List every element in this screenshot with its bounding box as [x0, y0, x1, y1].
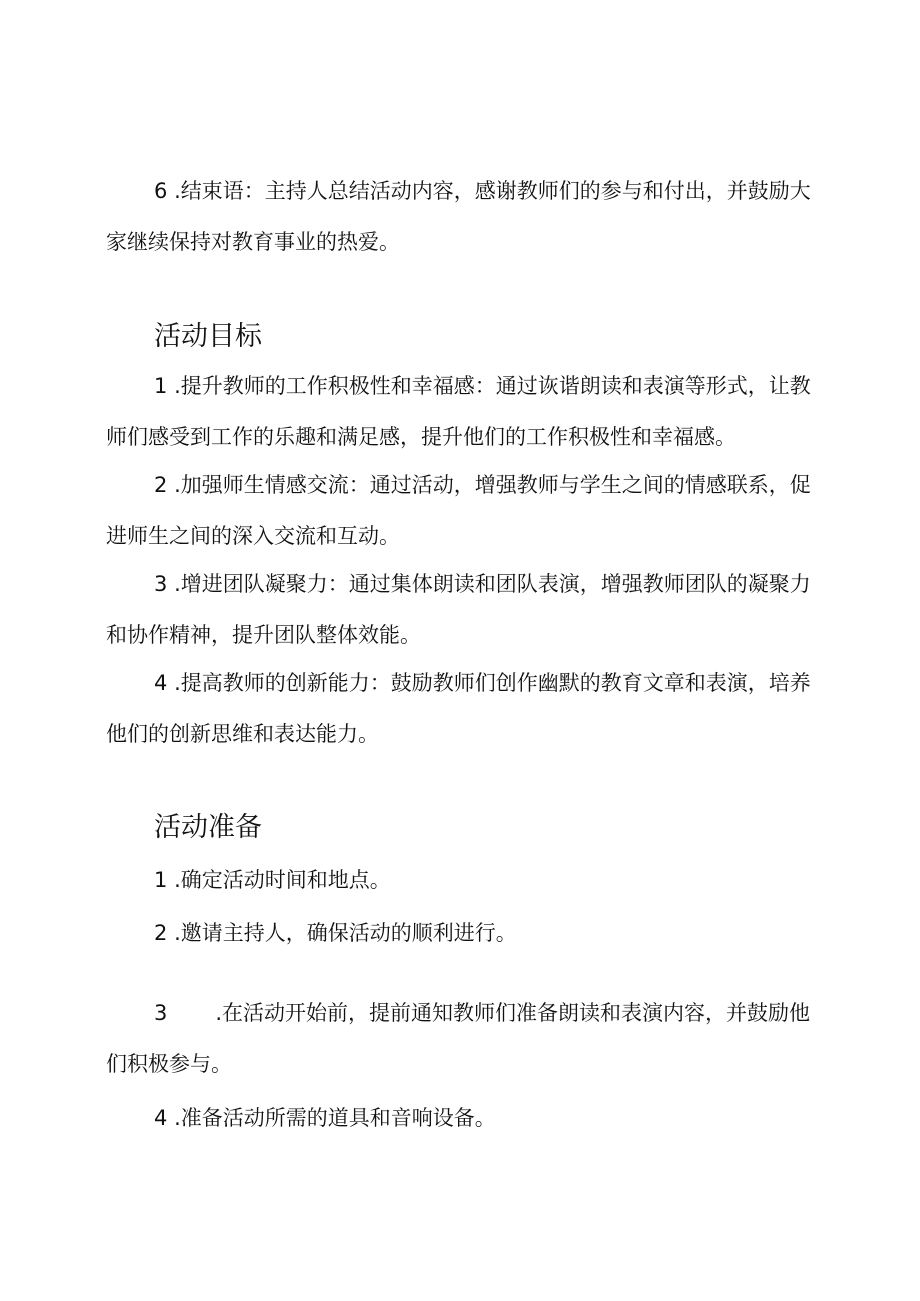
- prep-item-2: [106, 908, 816, 959]
- closing-paragraph: [106, 166, 816, 268]
- prep-item-1: [106, 855, 816, 906]
- item-text: .提升教师的工作积极性和幸福感：通过诙谐朗读和表演等形式，让教师们感受到工作的乐趣和满足感，提升他们的工作积极性和幸福感。: [106, 374, 811, 449]
- section-heading-prep: 活动准备: [154, 812, 262, 843]
- item-text: .结束语：主持人总结活动内容，感谢教师们的参与和付出，并鼓励大家继续保持对教育事业的热爱。: [106, 179, 811, 254]
- item-number: 4: [154, 671, 168, 695]
- goal-item-2: [106, 460, 816, 562]
- item-number: 1: [154, 868, 168, 892]
- item-text: .确定活动时间和地点。: [174, 868, 391, 892]
- item-text: .在活动开始前，提前通知教师们准备朗读和表演内容，并鼓励他们积极参与。: [106, 1001, 811, 1076]
- goal-item-1: [106, 361, 816, 463]
- goal-item-3: [106, 559, 816, 661]
- item-text: .加强师生情感交流：通过活动，增强教师与学生之间的情感联系，促进师生之间的深入交流和互动。: [106, 473, 811, 548]
- item-number: 2: [154, 473, 168, 497]
- item-number: 4: [154, 1106, 168, 1130]
- prep-item-4: [106, 1093, 816, 1144]
- item-text: .提高教师的创新能力：鼓励教师们创作幽默的教育文章和表演，培养他们的创新思维和表达能力。: [106, 671, 811, 746]
- item-text: .邀请主持人，确保活动的顺利进行。: [174, 921, 517, 945]
- prep-item-3: [106, 988, 816, 1090]
- item-text: .准备活动所需的道具和音响设备。: [174, 1106, 496, 1130]
- item-number: 3: [154, 572, 168, 596]
- item-number: 2: [154, 921, 168, 945]
- section-heading-goals: 活动目标: [154, 321, 262, 352]
- item-text: .增进团队凝聚力：通过集体朗读和团队表演，增强教师团队的凝聚力和协作精神，提升团队整体效能。: [106, 572, 811, 647]
- item-number: 1: [154, 374, 168, 398]
- goal-item-4: [106, 658, 816, 760]
- item-number: 3: [154, 1001, 168, 1025]
- item-number: 6: [154, 179, 168, 203]
